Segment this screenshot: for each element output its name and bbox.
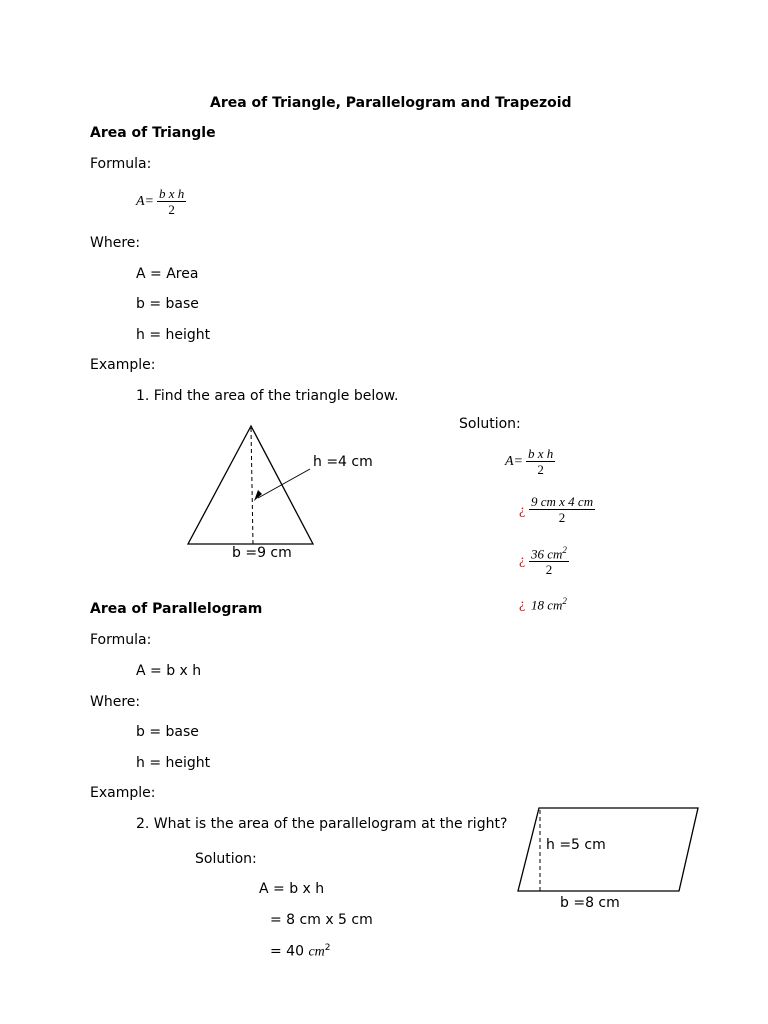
fraction-numerator: b x h [159,186,185,201]
section-heading-parallelogram: Area of Parallelogram [90,601,263,617]
formula-label: Formula: [90,632,152,648]
final-unit: cm [308,944,325,960]
solution-step-2: = 8 cm x 5 cm [270,912,373,928]
parallelogram-height-label: h =5 cm [546,837,606,853]
definition-height: h = height [136,755,211,771]
equals-marker: ¿ [519,597,526,612]
exponent: 2 [324,943,331,953]
fraction-denominator: 2 [168,202,175,217]
fraction-denominator: 2 [537,462,544,477]
formula-lhs: A= [136,194,154,209]
solution-step-1: A = b x h [259,881,325,897]
parallelogram-base-label: b =8 cm [560,895,620,911]
parallelogram-formula: A = b x h [136,663,202,679]
fraction-denominator: 2 [545,562,553,578]
triangle-height-label: h =4 cm [313,454,373,470]
solution-label: Solution: [459,416,521,432]
exponent: 2 [562,596,567,606]
exponent: 2 [562,545,567,555]
equals-marker: ¿ [519,553,526,568]
solution-lhs: A= [505,454,523,469]
where-label: Where: [90,694,141,710]
triangle-base-label: b =9 cm [232,545,292,561]
fraction-numerator: 36 cm [531,546,563,562]
final-value: = 40 [270,943,309,960]
fraction-numerator: 9 cm x 4 cm [531,494,594,509]
equals-marker: ¿ [519,503,526,518]
page-title: Area of Triangle, Parallelogram and Trapezoid [210,95,572,111]
example-label: Example: [90,357,156,373]
definition-height: h = height [136,327,211,343]
example-label: Example: [90,785,156,801]
definition-area: A = Area [136,266,199,282]
problem-2: 2. What is the area of the parallelogram at the right? [136,816,508,832]
fraction-denominator: 2 [558,510,566,525]
parallelogram-shape [518,808,698,891]
problem-1: 1. Find the area of the triangle below. [136,388,399,404]
fraction-numerator: b x h [528,446,554,461]
solution-label: Solution: [195,851,257,867]
section-heading-triangle: Area of Triangle [90,125,216,141]
formula-label: Formula: [90,156,152,172]
where-label: Where: [90,235,141,251]
definition-base: b = base [136,296,199,312]
definition-base: b = base [136,724,199,740]
final-value: 18 cm [531,597,563,613]
